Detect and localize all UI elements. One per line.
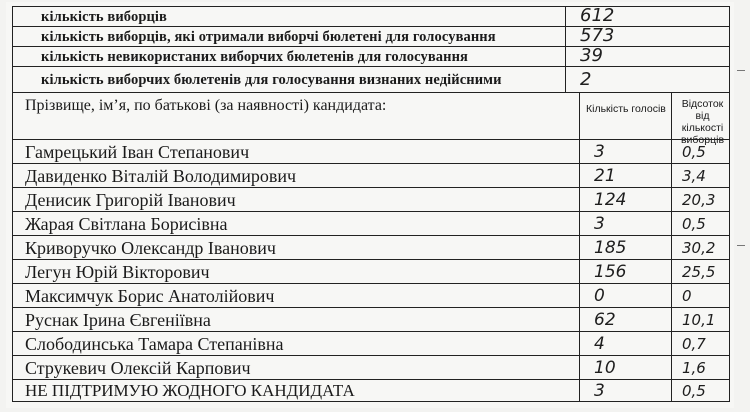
candidate-votes: 185 bbox=[594, 238, 627, 258]
candidate-name: Жарая Світлана Борисівна bbox=[25, 214, 228, 234]
candidate-name: Руснак Ірина Євгеніївна bbox=[25, 310, 211, 330]
candidate-votes: 3 bbox=[594, 381, 605, 401]
table-row bbox=[13, 259, 729, 283]
header-percent-cell bbox=[671, 93, 731, 146]
candidate-name: Гамрецький Іван Степанович bbox=[25, 142, 250, 162]
candidate-name: Легун Юрій Вікторович bbox=[25, 262, 210, 282]
candidate-votes: 124 bbox=[594, 190, 627, 210]
candidate-percent: 0,5 bbox=[682, 382, 706, 400]
candidate-percent: 0,7 bbox=[682, 335, 706, 353]
candidate-votes: 10 bbox=[594, 358, 616, 378]
summary-divider bbox=[565, 27, 566, 46]
header-votes: Кількість голосів bbox=[586, 103, 666, 115]
candidate-name: Давиденко Віталій Володимирович bbox=[25, 166, 297, 186]
summary-divider bbox=[565, 47, 566, 66]
summary-row-voters bbox=[12, 6, 730, 26]
candidate-percent: 20,3 bbox=[682, 191, 716, 209]
scan-artifact bbox=[737, 70, 745, 71]
candidate-name: Струкевич Олексій Карпович bbox=[25, 358, 251, 378]
scan-artifact bbox=[737, 245, 745, 246]
candidate-percent: 30,2 bbox=[682, 239, 716, 257]
candidate-name: Максимчук Борис Анатолійович bbox=[25, 286, 275, 306]
summary-value: 2 bbox=[580, 69, 592, 90]
summary-divider bbox=[565, 67, 566, 92]
table-row bbox=[13, 163, 729, 187]
summary-label: кількість виборців, які отримали виборчі бюлетені для голосування bbox=[41, 29, 496, 45]
candidate-percent: 0,5 bbox=[682, 215, 706, 233]
table-row bbox=[13, 379, 729, 401]
candidate-votes: 156 bbox=[594, 262, 627, 282]
summary-row-ballots-unused bbox=[12, 46, 730, 66]
table-header-row bbox=[13, 93, 729, 146]
candidate-percent: 1,6 bbox=[682, 359, 706, 377]
header-name-cell bbox=[13, 93, 579, 139]
candidate-votes: 3 bbox=[594, 214, 605, 234]
candidates-table bbox=[12, 92, 730, 402]
table-row bbox=[13, 235, 729, 259]
candidate-percent: 25,5 bbox=[682, 263, 716, 281]
candidate-percent: 0,5 bbox=[682, 143, 706, 161]
candidate-votes: 62 bbox=[594, 310, 616, 330]
protocol-sheet bbox=[6, 2, 734, 408]
candidate-votes: 3 bbox=[594, 142, 605, 162]
summary-value: 39 bbox=[580, 45, 603, 66]
candidate-votes: 0 bbox=[594, 286, 605, 306]
table-row bbox=[13, 283, 729, 307]
summary-label: кількість невикористаних виборчих бюлетенів для голосування bbox=[41, 49, 468, 65]
summary-value: 573 bbox=[580, 25, 615, 46]
candidate-name: Слободинська Тамара Степанівна bbox=[25, 334, 284, 354]
header-votes-cell bbox=[579, 93, 671, 139]
candidate-name: Криворучко Олександр Іванович bbox=[25, 238, 276, 258]
header-name: Прізвище, ім’я, по батькові (за наявності) кандидата: bbox=[25, 97, 387, 114]
table-row bbox=[13, 355, 729, 379]
header-percent: Відсоток від кількості виборців bbox=[680, 98, 725, 146]
candidate-percent: 10,1 bbox=[682, 311, 716, 329]
summary-row-ballots-invalid bbox=[12, 66, 730, 92]
table-row bbox=[13, 211, 729, 235]
table-row bbox=[13, 307, 729, 331]
table-row bbox=[13, 331, 729, 355]
table-row bbox=[13, 187, 729, 211]
summary-row-ballots-received bbox=[12, 26, 730, 46]
candidate-votes: 21 bbox=[594, 166, 616, 186]
summary-label: кількість виборчих бюлетенів для голосування визнаних недійсними bbox=[41, 72, 502, 88]
candidate-percent: 3,4 bbox=[682, 167, 706, 185]
candidate-percent: 0 bbox=[682, 287, 692, 305]
summary-value: 612 bbox=[580, 5, 615, 26]
candidate-name: НЕ ПІДТРИМУЮ ЖОДНОГО КАНДИДАТА bbox=[25, 381, 355, 400]
summary-label: кількість виборців bbox=[41, 9, 167, 25]
candidate-votes: 4 bbox=[594, 334, 605, 354]
summary-divider bbox=[565, 7, 566, 26]
candidate-name: Денисик Григорій Іванович bbox=[25, 190, 236, 210]
table-row bbox=[13, 139, 729, 163]
